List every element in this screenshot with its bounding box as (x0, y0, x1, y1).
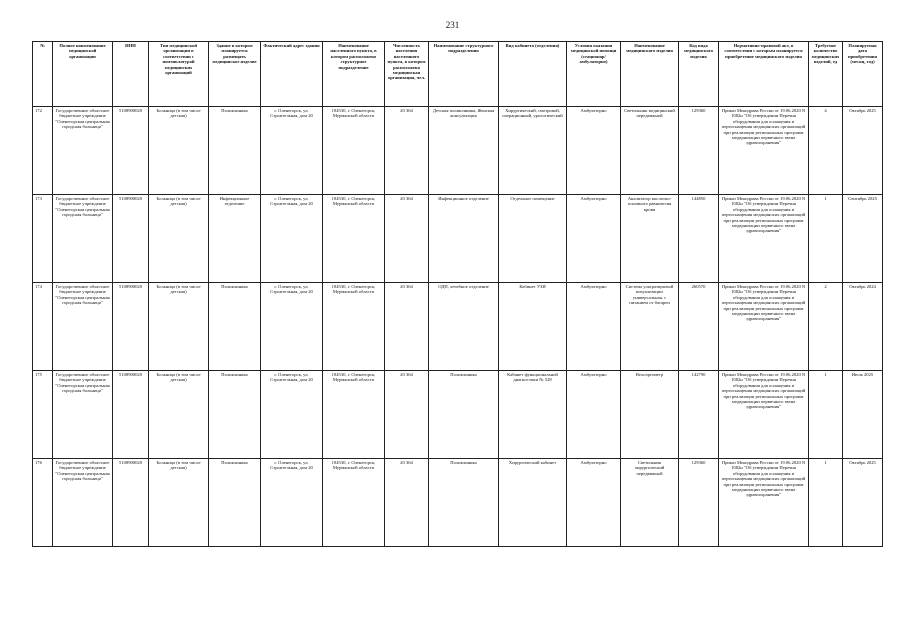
cell-population: 20 364 (385, 195, 429, 283)
cell-date: Октябрь 2025 (843, 459, 883, 547)
cell-unit: Детская поликлиника, Женская консультация (429, 107, 499, 195)
cell-code: 144850 (679, 195, 719, 283)
cell-address: г. Оленегорск, ул. Строительная, дом 20 (261, 371, 323, 459)
header-cell: Планируемая дата приобретения (месяц, год) (843, 42, 883, 107)
cell-code: 129360 (679, 459, 719, 547)
cell-num: 173 (33, 195, 53, 283)
cell-device: Анализатор кислотно-основного равновесия крови (621, 195, 679, 283)
header-cell: Полное наименование медицинской организации (53, 42, 113, 107)
cell-org: Государственное областное бюджетное учреждение "Оленегорская центральная городская больница" (53, 283, 113, 371)
cell-cabinet: Хирургический кабинет (499, 459, 567, 547)
cell-address: г. Оленегорск, ул. Строительная, дом 20 (261, 195, 323, 283)
cell-unit: Поликлиника (429, 371, 499, 459)
cell-org: Государственное областное бюджетное учреждение "Оленегорская центральная городская больница" (53, 459, 113, 547)
table-row (33, 107, 883, 195)
cell-conditions: Амбулаторно (567, 459, 621, 547)
cell-act: Приказ Минздрава России от 19.06.2020 N 1082н "Об утверждении Перечня оборудования для оснащения и переоснащения медицинских организаций при реализации региональных программ модернизации первичного звена здравоохранения" (719, 283, 809, 371)
header-cell: Код вида медицинского изделия (679, 42, 719, 107)
header-cell: Требуемое количество медицинских изделий, ед (809, 42, 843, 107)
cell-org: Государственное областное бюджетное учреждение "Оленегорская центральная городская больница" (53, 371, 113, 459)
cell-locality: 184530, г. Оленегорск, Мурманской области (323, 107, 385, 195)
cell-code: 129360 (679, 107, 719, 195)
cell-population: 20 364 (385, 283, 429, 371)
cell-conditions: Амбулаторно (567, 107, 621, 195)
cell-type: Больница (в том числе детская) (149, 195, 209, 283)
cell-address: г. Оленегорск, ул. Строительная, дом 20 (261, 283, 323, 371)
cell-building: Поликлиника (209, 371, 261, 459)
cell-device: Светильник хирургический передвижной (621, 459, 679, 547)
header-cell: Наименование структурного подразделения (429, 42, 499, 107)
table-row (33, 195, 883, 283)
cell-type: Больница (в том числе детская) (149, 459, 209, 547)
cell-org: Государственное областное бюджетное учреждение "Оленегорская центральная городская больница" (53, 195, 113, 283)
cell-locality: 184530, г. Оленегорск, Мурманской области (323, 459, 385, 547)
cell-conditions: Амбулаторно (567, 283, 621, 371)
cell-qty: 2 (809, 283, 843, 371)
cell-date: Июль 2025 (843, 371, 883, 459)
cell-address: г. Оленегорск, ул. Строительная, дом 20 (261, 107, 323, 195)
cell-population: 20 364 (385, 107, 429, 195)
table-row (33, 371, 883, 459)
cell-conditions: Амбулаторно (567, 195, 621, 283)
cell-address: г. Оленегорск, ул. Строительная, дом 20 (261, 459, 323, 547)
cell-locality: 184530, г. Оленегорск, Мурманской области (323, 283, 385, 371)
header-cell: Нормативно-правовой акт, в соответствии с которым планируется приобретение медицинского изделия (719, 42, 809, 107)
cell-qty: 4 (809, 107, 843, 195)
header-cell: Условия оказания медицинской помощи (стационар/амбулаторно) (567, 42, 621, 107)
cell-act: Приказ Минздрава России от 19.06.2020 N 1082н "Об утверждении Перечня оборудования для оснащения и переоснащения медицинских организаций при реализации региональных программ модернизации первичного звена здравоохранения" (719, 195, 809, 283)
cell-num: 175 (33, 371, 53, 459)
page-number: 231 (445, 20, 460, 30)
cell-num: 172 (33, 107, 53, 195)
cell-inn: 5108900020 (113, 371, 149, 459)
header-cell: Тип медицинской организации в соответствии с номенклатурой медицинских организаций (149, 42, 209, 107)
header-cell: Наименование населенного пункта, в котором расположено структурное подразделение (323, 42, 385, 107)
cell-cabinet: Кабинет функциональной диагностики № 528 (499, 371, 567, 459)
cell-org: Государственное областное бюджетное учреждение "Оленегорская центральная городская больница" (53, 107, 113, 195)
cell-inn: 5108900020 (113, 107, 149, 195)
header-cell: Вид кабинета (отделения) (499, 42, 567, 107)
cell-qty: 1 (809, 459, 843, 547)
cell-building: Поликлиника (209, 107, 261, 195)
table-header-row (33, 42, 883, 107)
cell-type: Больница (в том числе детская) (149, 283, 209, 371)
header-cell: № (33, 42, 53, 107)
cell-qty: 1 (809, 371, 843, 459)
header-cell: Здание в котором планируется размещать медицинское изделие (209, 42, 261, 107)
cell-unit: Поликлиника (429, 459, 499, 547)
medical-equipment-table (32, 41, 883, 547)
cell-act: Приказ Минздрава России от 19.06.2020 N 1082н "Об утверждении Перечня оборудования для оснащения и переоснащения медицинских организаций при реализации региональных программ модернизации первичного звена здравоохранения" (719, 371, 809, 459)
cell-qty: 1 (809, 195, 843, 283)
cell-inn: 5108900020 (113, 459, 149, 547)
cell-building: Поликлиника (209, 459, 261, 547)
cell-locality: 184530, г. Оленегорск, Мурманской области (323, 371, 385, 459)
table-row (33, 459, 883, 547)
header-cell: Наименование медицинского изделия (621, 42, 679, 107)
cell-cabinet: Хирургический, смотровой, операционный, урологический (499, 107, 567, 195)
cell-device: Светильник медицинский передвижной (621, 107, 679, 195)
cell-cabinet: Кабинет УЗИ (499, 283, 567, 371)
cell-num: 176 (33, 459, 53, 547)
cell-act: Приказ Минздрава России от 19.06.2020 N 1082н "Об утверждении Перечня оборудования для оснащения и переоснащения медицинских организаций при реализации региональных программ модернизации первичного звена здравоохранения" (719, 459, 809, 547)
cell-cabinet: Отдельное помещение (499, 195, 567, 283)
table-row (33, 283, 883, 371)
cell-type: Больница (в том числе детская) (149, 107, 209, 195)
cell-building: Поликлиника (209, 283, 261, 371)
cell-building: Инфекционное отделение (209, 195, 261, 283)
cell-inn: 5108900020 (113, 195, 149, 283)
header-cell: Численность населения населенного пункта, в котором расположена медицинская организация, чел. (385, 42, 429, 107)
cell-population: 20 364 (385, 371, 429, 459)
cell-date: Сентябрь 2025 (843, 195, 883, 283)
cell-date: Октябрь 2025 (843, 107, 883, 195)
cell-conditions: Амбулаторно (567, 371, 621, 459)
cell-num: 174 (33, 283, 53, 371)
cell-act: Приказ Минздрава России от 19.06.2020 N 1082н "Об утверждении Перечня оборудования для оснащения и переоснащения медицинских организаций при реализации региональных программ модернизации первичного звена здравоохранения" (719, 107, 809, 195)
header-cell: ИНН (113, 42, 149, 107)
cell-population: 20 364 (385, 459, 429, 547)
cell-device: Велоэргометр (621, 371, 679, 459)
header-cell: Фактический адрес здания (261, 42, 323, 107)
cell-locality: 184530, г. Оленегорск, Мурманской области (323, 195, 385, 283)
cell-code: 260570 (679, 283, 719, 371)
cell-type: Больница (в том числе детская) (149, 371, 209, 459)
cell-device: Система ультразвуковой визуализации универсальная, с питанием от батареи (621, 283, 679, 371)
cell-unit: ОДП, лечебное отделение (429, 283, 499, 371)
cell-code: 142790 (679, 371, 719, 459)
cell-inn: 5108900020 (113, 283, 149, 371)
cell-date: Октябрь 2024 (843, 283, 883, 371)
cell-unit: Инфекционное отделение (429, 195, 499, 283)
